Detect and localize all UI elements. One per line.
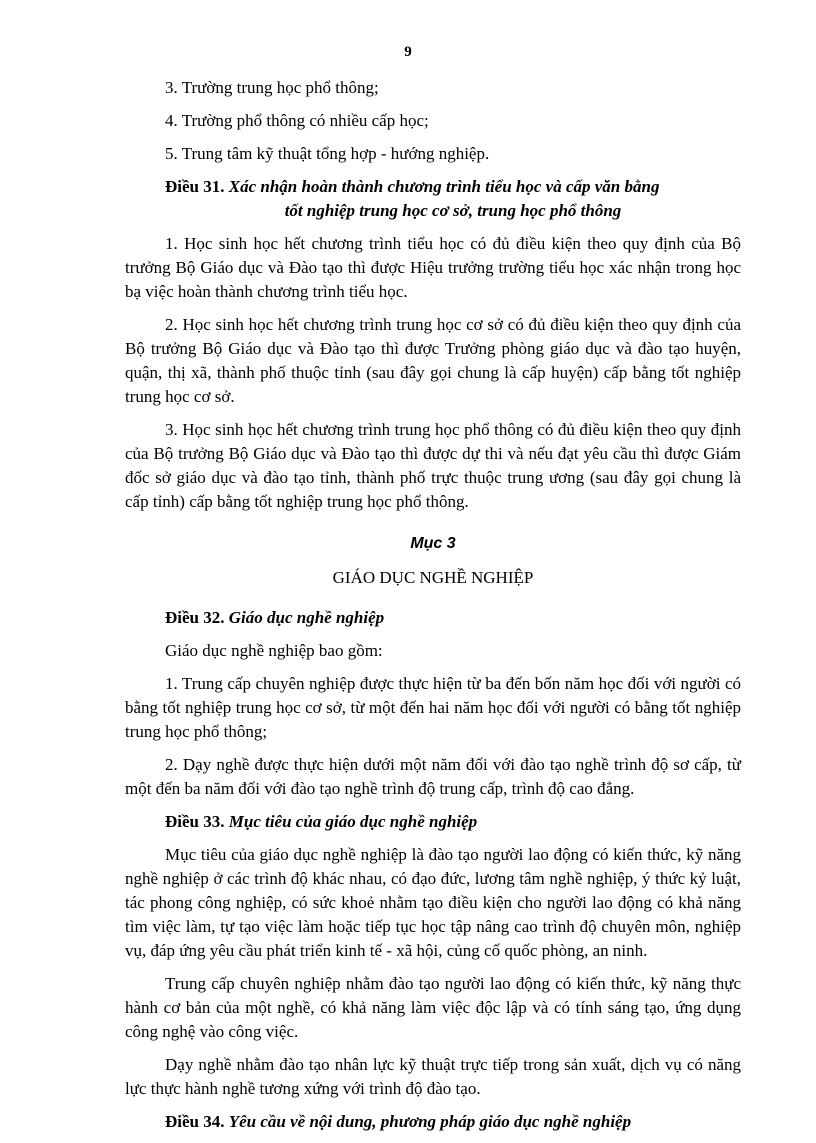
paragraph: 1. Học sinh học hết chương trình tiểu học có đủ điều kiện theo quy định của Bộ trưởng Bộ Giáo dục và Đào tạo thì được Hiệu trưởng trường tiểu học xác nhận trong học bạ việc hoàn thành chương trình tiểu học. <box>125 234 741 301</box>
article-31-heading <box>125 175 741 223</box>
paragraph: Dạy nghề nhằm đào tạo nhân lực kỹ thuật trực tiếp trong sản xuất, dịch vụ có năng lực thực hành nghề tương xứng với trình độ đào tạo. <box>125 1055 741 1098</box>
section-title: GIÁO DỤC NGHỀ NGHIỆP <box>332 568 534 587</box>
paragraph: Mục tiêu của giáo dục nghề nghiệp là đào tạo người lao động có kiến thức, kỹ năng nghề nghiệp ở các trình độ khác nhau, có đạo đức, lương tâm nghề nghiệp, ý thức kỷ luật, tác phong công nghiệp, có sức khoẻ nhằm tạo điều kiện cho người lao động có khả năng tìm việc làm, tự tạo việc làm hoặc tiếp tục học tập nâng cao trình độ chuyên môn, nghiệp vụ, đáp ứng yêu cầu phát triển kinh tế - xã hội, củng cố quốc phòng, an ninh. <box>125 845 741 960</box>
list-item: 5. Trung tâm kỹ thuật tổng hợp - hướng nghiệp. <box>165 144 490 163</box>
article-number: Điều 32. <box>165 608 225 627</box>
article-number: Điều 33. <box>165 812 225 831</box>
list-item: 3. Trường trung học phổ thông; <box>165 78 379 97</box>
page-content <box>125 76 741 1143</box>
article-32-heading <box>125 606 741 630</box>
paragraph: 2. Dạy nghề được thực hiện dưới một năm đối với đào tạo nghề trình độ sơ cấp, từ một đến ba năm đối với đào tạo nghề trình độ trung cấp, trình độ cao đẳng. <box>125 755 741 798</box>
article-number: Điều 34. <box>165 1112 225 1131</box>
paragraph: Trung cấp chuyên nghiệp nhằm đào tạo người lao động có kiến thức, kỹ năng thực hành cơ bản của một nghề, có khả năng làm việc độc lập và có tính sáng tạo, ứng dụng công nghệ vào công việc. <box>125 974 741 1041</box>
list-item: 4. Trường phổ thông có nhiều cấp học; <box>165 111 429 130</box>
article-title: Xác nhận hoàn thành chương trình tiểu học và cấp văn bằng <box>228 177 660 196</box>
article-number: Điều 31. <box>165 177 225 196</box>
article-34-heading <box>125 1110 741 1134</box>
article-title: Giáo dục nghề nghiệp <box>228 608 385 627</box>
section-label: Mục 3 <box>410 535 456 552</box>
article-33-heading <box>125 810 741 834</box>
paragraph: 2. Học sinh học hết chương trình trung học cơ sở có đủ điều kiện theo quy định của Bộ trưởng Bộ Giáo dục và Đào tạo thì được Trưởng phòng giáo dục và đào tạo huyện, quận, thị xã, thành phố thuộc tỉnh (sau đây gọi chung là cấp huyện) cấp bằng tốt nghiệp trung học cơ sở. <box>125 315 741 406</box>
article-title-continued: tốt nghiệp trung học cơ sở, trung học phổ thông <box>284 201 622 220</box>
article-title: Mục tiêu của giáo dục nghề nghiệp <box>228 812 478 831</box>
page-number: 9 <box>404 44 412 60</box>
paragraph: 1. Trung cấp chuyên nghiệp được thực hiện từ ba đến bốn năm học đối với người có bằng tốt nghiệp trung học cơ sở, từ một đến hai năm học đối với người có bằng tốt nghiệp trung học phổ thông; <box>125 674 741 741</box>
paragraph: Giáo dục nghề nghiệp bao gồm: <box>165 641 383 660</box>
article-title: Yêu cầu về nội dung, phương pháp giáo dục nghề nghiệp <box>228 1112 632 1131</box>
paragraph: 3. Học sinh học hết chương trình trung học phổ thông có đủ điều kiện theo quy định của Bộ trưởng Bộ Giáo dục và Đào tạo thì được dự thi và nếu đạt yêu cầu thì được Giám đốc sở giáo dục và đào tạo tỉnh, thành phố trực thuộc trung ương (sau đây gọi chung là cấp tỉnh) cấp bằng tốt nghiệp trung học phổ thông. <box>125 420 741 511</box>
